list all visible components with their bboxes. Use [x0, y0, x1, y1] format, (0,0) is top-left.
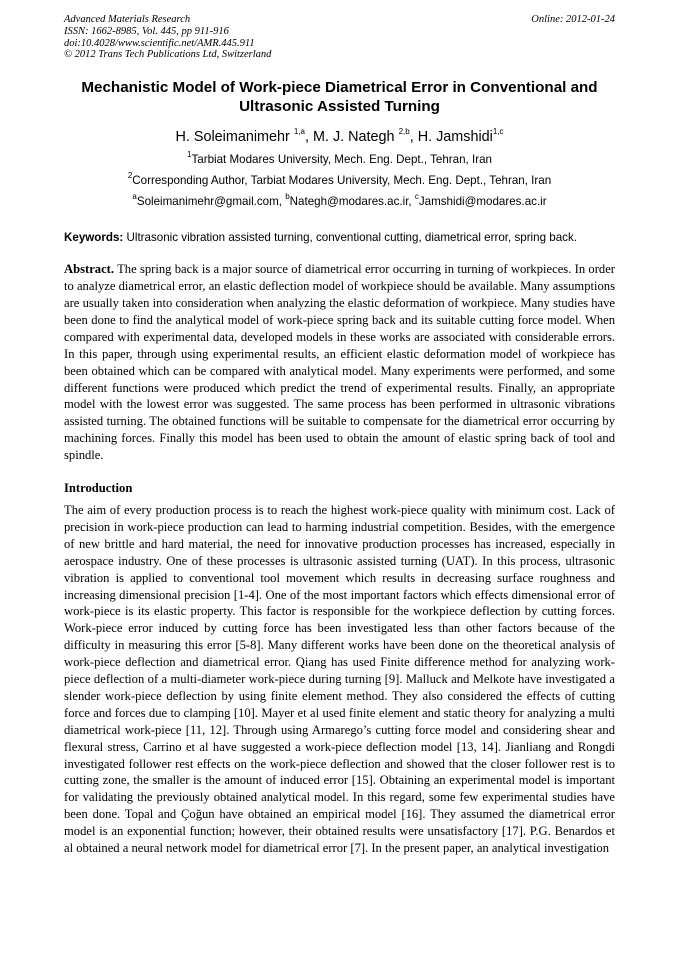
- journal-header: [64, 14, 615, 61]
- online-date: Online: 2012-01-24: [531, 14, 615, 25]
- author-name: H. Jamshidi: [417, 129, 493, 146]
- email-line: [64, 192, 615, 209]
- author-separator: ,: [304, 129, 313, 146]
- abstract-paragraph: [64, 261, 615, 464]
- abstract-text: The spring back is a major source of diametrical error occurring in turning of workpieces. In order to analyze diametrical error, an elastic deflection model of workpiece should be available. Many assumptions are usually taken into consideration when analyzing the elastic deformation of workpiece. Many studies have been done to find the analytical model of work-piece spring back and its suitable cutting force model. When compared with experimental data, developed models in these works are associated with considerable errors. In this paper, through using experimental results, an efficient elastic deformation model of workpiece has been obtained which can be compared with analytical model. Many experiments were performed, and some different functions were produced which predict the trend of experimental results. Finally, an appropriate model with the lowest error was suggested. The same process has been performed in ultrasonic vibrations assisted turning. The obtained functions will be suitable to compensate for the diametrical error occurring by machining forces. Finally this model has been used to obtain the amount of elastic spring back of tool and spindle.: [64, 262, 615, 463]
- introduction-paragraph: The aim of every production process is to reach the highest work-piece quality with minimum cost. Lack of precision in work-piece production can lead to harming industrial competition. Besides, with the emergence of new brittle and hard material, the need for innovative production processes has increased, especially in aerospace industry. One of these processes is ultrasonic assisted turning (UAT). In this process, ultrasonic vibration is applied to conventional tool movement which results in decreasing surface roughness and increasing dimensional precision [1-4]. One of the most important factors which effects dimensional error of work-piece is its elastic property. This factor is responsible for the workpiece deflection by cutting forces. Work-piece error induced by cutting force has been investigated less than other factors because of the difficulty in measuring this error [5-8]. Many different works have been done on the theoretical analysis of work-piece deflection and diametrical error. Qiang has used Finite difference method for analyzing work-piece deflection of a multi-diameter work-piece during turning [9]. Malluck and Melkote have investigated a slender work-piece deflection by using finite element method. They also considered the effects of cutting force and forces due to clamping [10]. Mayer et al used finite element and static theory for analyzing a multi diametrical work-piece [11, 12]. Through using Armarego’s cutting force model and considering shear and flexural stress, Carrino et al have suggested a work-piece deflection model [13, 14]. Jianliang and Rongdi investigated follower rest effects on the work-piece deflection and showed that the closer follower rest is to cutting zone, the smaller is the amount of induced error [15]. Obtaining an experimental model is important for validating the previously obtained analytical model. In this regard, some few experimental studies have been done. Topal and Çoğun have obtained an empirical model [16]. They assumed the diametrical error model is an exponential function; however, their obtained results were unsatisfactory [17]. P.G. Benardos et al obtained a neural network model for diametrical error [7]. In the present paper, an analytical investigation: [64, 502, 615, 856]
- introduction-heading: Introduction: [64, 481, 133, 496]
- author-list: [64, 128, 615, 146]
- affiliation-marker: 2: [127, 171, 133, 181]
- keywords-paragraph: [64, 230, 615, 246]
- abstract-label: Abstract.: [64, 262, 115, 277]
- author-name: M. J. Nategh: [312, 129, 395, 146]
- paper-title: Mechanistic Model of Work-piece Diametrical Error in Conventional and Ultrasonic Assisted Turning: [81, 79, 598, 116]
- email-marker: c: [414, 192, 419, 202]
- author-superscript: 1,a: [293, 127, 305, 137]
- affiliation-1: [64, 150, 615, 167]
- doi-line: doi:10.4028/www.scientific.net/AMR.445.911: [64, 37, 255, 49]
- paper-page: [64, 14, 615, 857]
- email-text: Soleimanimehr@gmail.com,: [136, 195, 286, 209]
- issn-line: ISSN: 1662-8985, Vol. 445, pp 911-916: [64, 25, 229, 37]
- affiliation-text: Tarbiat Modares University, Mech. Eng. Dept., Tehran, Iran: [191, 153, 492, 167]
- affiliation-2: [64, 171, 615, 188]
- author-separator: ,: [409, 129, 418, 146]
- keywords-text: Ultrasonic vibration assisted turning, conventional cutting, diametrical error, spring back.: [126, 231, 577, 245]
- author-superscript: 1,c: [492, 127, 504, 137]
- journal-name: Advanced Materials Research: [64, 14, 191, 25]
- email-text: Nategh@modares.ac.ir,: [289, 195, 415, 209]
- author-name: H. Soleimanimehr: [175, 129, 290, 146]
- copyright-line: © 2012 Trans Tech Publications Ltd, Switzerland: [64, 49, 272, 61]
- email-marker: b: [285, 192, 290, 202]
- author-superscript: 2,b: [398, 127, 410, 137]
- email-text: Jamshidi@modares.ac.ir: [418, 195, 547, 209]
- keywords-label: Keywords:: [64, 231, 124, 245]
- affiliation-text: Corresponding Author, Tarbiat Modares University, Mech. Eng. Dept., Tehran, Iran: [132, 174, 552, 188]
- email-marker: a: [132, 192, 137, 202]
- affiliation-marker: 1: [187, 150, 192, 160]
